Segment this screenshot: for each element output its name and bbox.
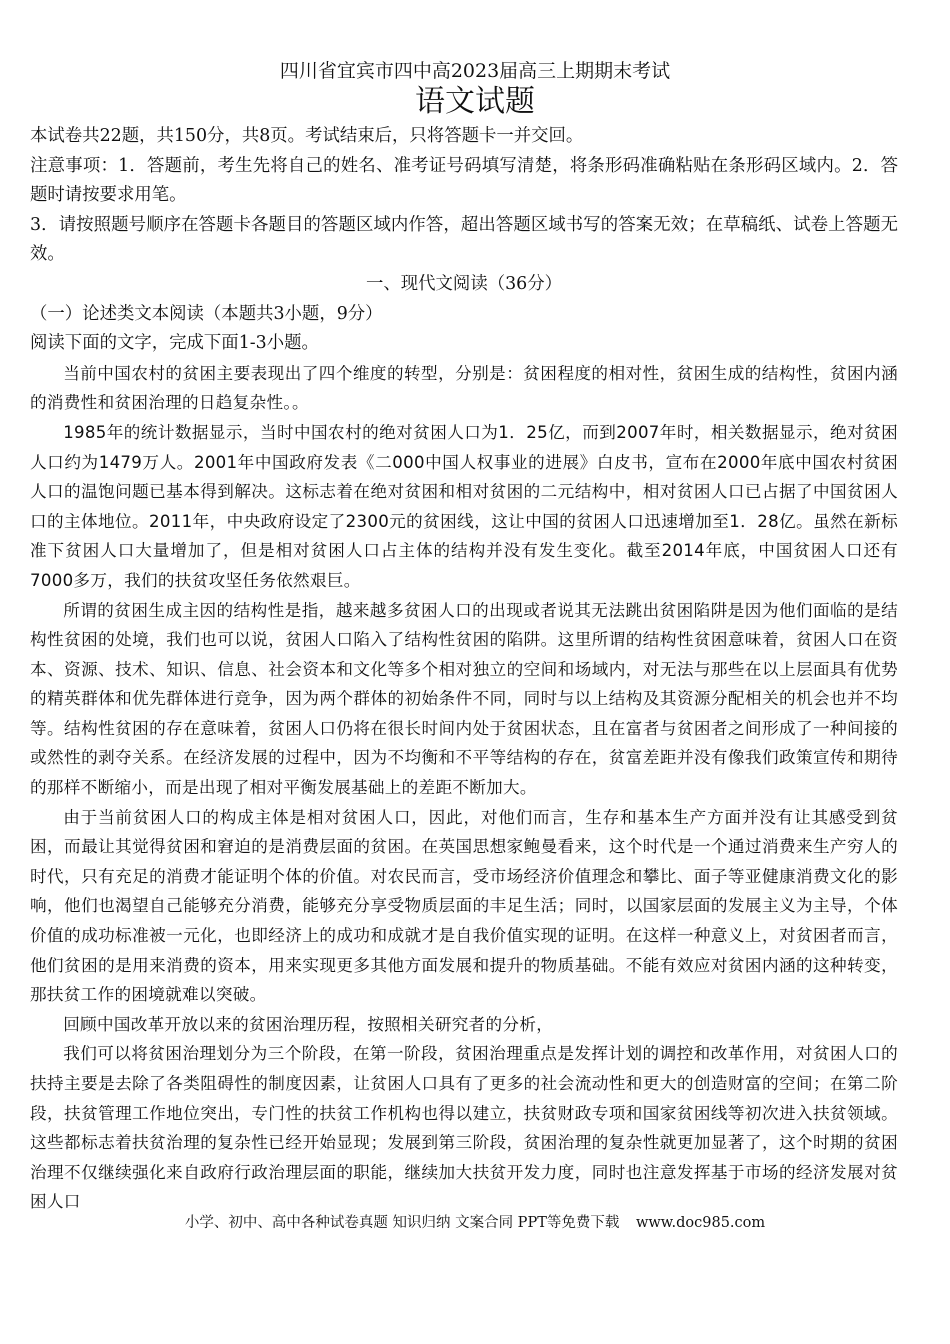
section-subheading: （一）论述类文本阅读（本题共3小题，9分） [30, 303, 383, 324]
passage-paragraph: 我们可以将贫困治理划分为三个阶段，在第一阶段，贫困治理重点是发挥计划的调控和改革作用，对贫困人口的扶持主要是去除了各类阻碍性的制度因素，让贫困人口具有了更多的社会流动性和更大的创造财富的空间；在第二阶段，扶贫管理工作地位突出，专门性的扶贫工作机构也得以建立，扶贫财政专项和国家贫困线等初次进入扶贫领域。这些都标志着扶贫治理的复杂性已经开始显现；发展到第三阶段，贫困治理的复杂性就更加显著了，这个时期的贫困治理不仅继续强化来自政府行政治理层面的职能，继续加大扶贫开发力度，同时也注意发挥基于市场的经济发展对贫困人口 [30, 1044, 898, 1212]
exam-content [30, 122, 898, 1217]
footer-website-link[interactable]: www.doc985.com [635, 1215, 766, 1231]
passage-paragraph: 1985年的统计数据显示，当时中国农村的绝对贫困人口为1．25亿，而到2007年时，相关数据显示，绝对贫困人口约为1479万人。2001年中国政府发表《二000中国人权事业的进展》白皮书，宣布在2000年底中国农村贫困人口的温饱问题已基本得到解决。这标志着在绝对贫困和相对贫困的二元结构中，相对贫困人口已占据了中国贫困人口的主体地位。2011年，中央政府设定了2300元的贫困线，这让中国的贫困人口迅速增加至1．28亿。虽然在新标准下贫困人口大量增加了，但是相对贫困人口占主体的结构并没有发生变化。截至2014年底，中国贫困人口还有7000多万，我们的扶贫攻坚任务依然艰巨。 [30, 422, 898, 590]
section-heading: 一、现代文阅读（36分） [365, 273, 563, 294]
passage-paragraph: 由于当前贫困人口的构成主体是相对贫困人口，因此，对他们而言，生存和基本生产方面并没有让其感受到贫困，而最让其觉得贫困和窘迫的是消费层面的贫困。在英国思想家鲍曼看来，这个时代是一个通过消费来生产穷人的时代，只有充足的消费才能证明个体的价值。对农民而言，受市场经济价值理念和攀比、面子等亚健康消费文化的影响，他们也渴望自己能够充分消费，能够充分享受物质层面的丰足生活；同时，以国家层面的发展主义为主导，个体价值的成功标准被一元化，也即经济上的成功和成就才是自我价值实现的证明。在这样一种意义上，对贫困者而言，他们贫困的是用来消费的资本，用来实现更多其他方面发展和提升的物质基础。不能有效应对贫困内涵的这种转变，那扶贫工作的困境就难以突破。 [30, 807, 898, 1005]
passage-paragraph: 回顾中国改革开放以来的贫困治理历程，按照相关研究者的分析， [63, 1014, 554, 1034]
page-footer [0, 1213, 950, 1233]
exam-note-3: 3．请按照题号顺序在答题卡各题目的答题区域内作答，超出答题区域书写的答案无效；在草稿纸、试卷上答题无效。 [30, 214, 898, 265]
passage-paragraph: 当前中国农村的贫困主要表现出了四个维度的转型，分别是：贫困程度的相对性，贫困生成的结构性，贫困内涵的消费性和贫困治理的日趋复杂性。。 [30, 363, 898, 413]
page-title: 语文试题 [415, 84, 535, 119]
school-header: 四川省宜宾市四中高2023届高三上期期末考试 [279, 60, 671, 82]
reading-directive: 阅读下面的文字，完成下面1-3小题。 [30, 333, 319, 354]
footer-promo-text: 小学、初中、高中各种试卷真题 知识归纳 文案合同 PPT等免费下载 [184, 1215, 620, 1231]
exam-overview: 本试卷共22题，共150分，共8页。考试结束后，只将答题卡一并交回。 [30, 126, 584, 146]
reading-passage [30, 359, 898, 1217]
passage-paragraph: 所谓的贫困生成主因的结构性是指，越来越多贫困人口的出现或者说其无法跳出贫困陷阱是因为他们面临的是结构性贫困的处境，我们也可以说，贫困人口陷入了结构性贫困的陷阱。这里所谓的结构性贫困意味着，贫困人口在资本、资源、技术、知识、信息、社会资本和文化等多个相对独立的空间和场域内，对无法与那些在以上层面具有优势的精英群体和优先群体进行竞争，因为两个群体的初始条件不同，同时与以上结构及其资源分配相关的机会也并不均等。结构性贫困的存在意味着，贫困人口仍将在很长时间内处于贫困状态，且在富者与贫困者之间形成了一种间接的或然性的剥夺关系。在经济发展的过程中，因为不均衡和不平等结构的存在，贫富差距并没有像我们政策宣传和期待的那样不断缩小，而是出现了相对平衡发展基础上的差距不断加大。 [30, 600, 898, 798]
exam-notes: 注意事项：1．答题前，考生先将自己的姓名、准考证号码填写清楚，将条形码准确粘贴在条形码区域内。2．答题时请按要求用笔。 [30, 155, 898, 206]
